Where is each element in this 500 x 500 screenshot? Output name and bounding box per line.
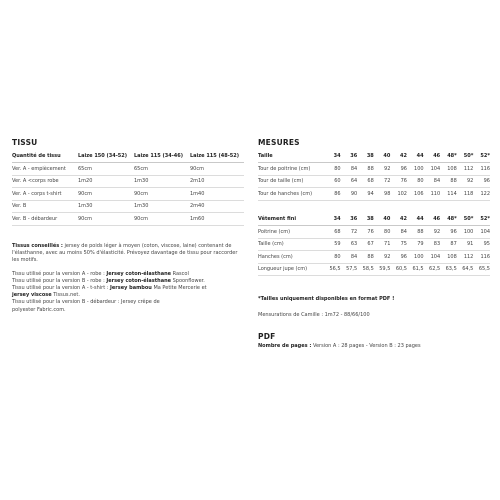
vetement-fini-cell: 80 [374, 226, 391, 239]
mesures-cell: 90 [341, 188, 358, 201]
vetement-fini-cell: 79 [407, 238, 424, 251]
vetement-fini-cell: 112 [457, 251, 474, 264]
vetement-fini-cell: 96 [390, 251, 407, 264]
mesures-cell: 96 [473, 175, 490, 188]
mesures-cell: 86 [324, 188, 341, 201]
vetement-fini-header: Vêtement fini [258, 213, 324, 226]
mesures-cell: 68 [357, 175, 374, 188]
vetement-fini-cell: 76 [357, 226, 374, 239]
vetement-fini-header: 36 [341, 213, 358, 226]
vetement-fini-cell: 104 [473, 226, 490, 239]
tissu-row [12, 163, 244, 176]
vetement-fini-cell: 80 [324, 251, 341, 264]
vetement-fini-cell: 71 [374, 238, 391, 251]
mesures-header: Taille [258, 150, 324, 163]
tissu-line-bold: Jersey coton-élasthane [106, 270, 172, 277]
tissu-cell: 1m30 [134, 200, 190, 213]
vetement-fini-cell: 84 [390, 226, 407, 239]
mesures-cell: 116 [473, 163, 490, 176]
tissu-cell: 1m30 [78, 200, 134, 213]
vetement-fini-header: 38 [357, 213, 374, 226]
tissu-cell: 90cm [134, 188, 190, 201]
vetement-fini-cell: 67 [357, 238, 374, 251]
mesures-row [258, 175, 490, 188]
mesures-table [258, 150, 490, 201]
pdf-pages-label: Nombre de pages : [258, 343, 312, 349]
vetement-fini-header: 50* [457, 213, 474, 226]
mesures-cell: 104 [424, 163, 441, 176]
tissu-cell: 1m40 [190, 188, 244, 201]
mesures-row [258, 163, 490, 176]
tissu-header: Quantité de tissu [12, 150, 78, 163]
mesures-cell: 72 [374, 175, 391, 188]
mesures-cell: 76 [390, 175, 407, 188]
vetement-fini-cell: 65,5 [473, 263, 490, 276]
tissu-table [12, 150, 244, 226]
vetement-fini-row [258, 263, 490, 276]
mesures-cell: 88 [357, 163, 374, 176]
mesures-header: 48* [440, 150, 457, 163]
vetement-fini-cell: 75 [390, 238, 407, 251]
tissu-cell: Ver. A - empiècement [12, 163, 78, 176]
vetement-fini-header: 52* [473, 213, 490, 226]
vetement-fini-cell: 104 [424, 251, 441, 264]
mesures-cell: 84 [424, 175, 441, 188]
mesures-cell: 102 [390, 188, 407, 201]
tissu-cell: 90cm [78, 213, 134, 226]
mesures-cell: 108 [440, 163, 457, 176]
vetement-fini-cell: Hanches (cm) [258, 251, 324, 264]
mensurations-camille: Mensurations de Camille : 1m72 - 88/66/100 [258, 312, 370, 318]
tissu-cell: 90cm [134, 213, 190, 226]
tissu-row [12, 175, 244, 188]
vetement-fini-cell: 64,5 [457, 263, 474, 276]
vetement-fini-cell: Taille (cm) [258, 238, 324, 251]
mesures-header: 46 [424, 150, 441, 163]
mesures-header: 42 [390, 150, 407, 163]
vetement-fini-cell: 92 [424, 226, 441, 239]
tissu-header: Laize 115 (48-52) [190, 150, 244, 163]
mesures-header: 40 [374, 150, 391, 163]
mesures-cell: Tour de hanches (cm) [258, 188, 324, 201]
tissu-cell: 1m30 [134, 175, 190, 188]
vetement-fini-header: 40 [374, 213, 391, 226]
mesures-header: 36 [341, 150, 358, 163]
vetement-fini-table [258, 213, 490, 276]
mesures-cell: 60 [324, 175, 341, 188]
tissu-line [12, 271, 244, 278]
tissu-line [12, 278, 244, 285]
vetement-fini-cell: 116 [473, 251, 490, 264]
vetement-fini-cell: 91 [457, 238, 474, 251]
tissu-line [12, 285, 244, 292]
vetement-fini-cell: 84 [341, 251, 358, 264]
pdf-pages [258, 343, 490, 350]
tissu-cell: Ver. B - débardeur [12, 213, 78, 226]
tissu-notes [12, 243, 244, 314]
vetement-fini-cell: 61,5 [407, 263, 424, 276]
vetement-fini-row [258, 238, 490, 251]
mesures-cell: 112 [457, 163, 474, 176]
tissu-cell: 65cm [78, 163, 134, 176]
vetement-fini-cell: 92 [374, 251, 391, 264]
tissu-line-text: polyester Fabric.com. [12, 306, 66, 313]
mesures-cell: Tour de taille (cm) [258, 175, 324, 188]
vetement-fini-header: 42 [390, 213, 407, 226]
tissu-header: Laize 150 (34-52) [78, 150, 134, 163]
tissu-line-text: Spoonflower. [171, 277, 205, 284]
tissu-cell: 90cm [78, 188, 134, 201]
tissu-table-header [12, 150, 244, 163]
tissu-line-text: Tissus.net. [51, 292, 80, 299]
mesures-cell: 118 [457, 188, 474, 201]
tissu-line-bold: Jersey bambou [110, 285, 152, 292]
tissu-line [12, 299, 244, 306]
vetement-fini-cell: 96 [440, 226, 457, 239]
tissu-cell: Ver. B [12, 200, 78, 213]
mesures-cell: 80 [407, 175, 424, 188]
mesures-header: 50* [457, 150, 474, 163]
vetement-fini-header: 34 [324, 213, 341, 226]
tissu-line-text: Tissu utilisé pour la version A - t-shirt : [12, 285, 111, 292]
vetement-fini-cell: 68 [324, 226, 341, 239]
vetement-fini-cell: 63 [341, 238, 358, 251]
tissu-conseilles [12, 243, 244, 265]
tissu-row [12, 188, 244, 201]
vetement-fini-header: 48* [440, 213, 457, 226]
vetement-fini-cell: 57,5 [341, 263, 358, 276]
tissu-cell: 2m10 [190, 175, 244, 188]
mesures-cell: 122 [473, 188, 490, 201]
vetement-fini-cell: Longueur jupe (cm) [258, 263, 324, 276]
tissu-title: TISSU [12, 138, 38, 147]
vetement-fini-cell: 59,5 [374, 263, 391, 276]
tissu-cell: 1m20 [78, 175, 134, 188]
mesures-cell: 114 [440, 188, 457, 201]
mesures-cell: 92 [457, 175, 474, 188]
vetement-fini-cell: 100 [407, 251, 424, 264]
mesures-header: 52* [473, 150, 490, 163]
mesures-title: MESURES [258, 138, 300, 147]
tissu-line [12, 307, 244, 314]
vetement-fini-header [258, 213, 490, 226]
tissu-cell: 2m40 [190, 200, 244, 213]
tissu-line-text: Tissu utilisé pour la version B - débardeur : Jersey crêpe de [12, 299, 160, 306]
mesures-cell: 100 [407, 163, 424, 176]
vetement-fini-cell: 83 [424, 238, 441, 251]
vetement-fini-cell: 100 [457, 226, 474, 239]
mesures-cell: 96 [390, 163, 407, 176]
tissu-line-text: Rascol [171, 270, 189, 277]
tissu-header: Laize 115 (34-46) [134, 150, 190, 163]
vetement-fini-cell: 60,5 [390, 263, 407, 276]
vetement-fini-cell: 56,5 [324, 263, 341, 276]
vetement-fini-cell: 59 [324, 238, 341, 251]
mesures-header: 34 [324, 150, 341, 163]
mesures-header: 44 [407, 150, 424, 163]
vetement-fini-cell: 62,5 [424, 263, 441, 276]
mesures-cell: 98 [374, 188, 391, 201]
vetement-fini-header: 46 [424, 213, 441, 226]
tissu-cell: Ver. A <corps robe [12, 175, 78, 188]
mesures-cell: 92 [374, 163, 391, 176]
mesures-cell: 110 [424, 188, 441, 201]
mesures-cell: 94 [357, 188, 374, 201]
tissu-row [12, 213, 244, 226]
tissu-cell: 1m60 [190, 213, 244, 226]
vetement-fini-cell: 63,5 [440, 263, 457, 276]
tissu-cell: 65cm [134, 163, 190, 176]
vetement-fini-cell: 88 [407, 226, 424, 239]
pdf-pages-text: Version A : 28 pages - Version B : 23 pages [312, 343, 421, 349]
vetement-fini-row [258, 226, 490, 239]
vetement-fini-cell: 88 [357, 251, 374, 264]
tissu-row [12, 200, 244, 213]
mesures-cell: 80 [324, 163, 341, 176]
tissu-line-text: Tissu utilisé pour la version B - robe : [12, 277, 107, 284]
tissu-cell: Ver. A - corps t-shirt [12, 188, 78, 201]
vetement-fini-cell: 95 [473, 238, 490, 251]
tissu-line-bold: Jersey coton-élasthane [106, 277, 172, 284]
mesures-row [258, 188, 490, 201]
vetement-fini-row [258, 251, 490, 264]
tissu-line-bold: jersey viscose [12, 292, 52, 299]
mesures-cell: 106 [407, 188, 424, 201]
tissu-cell: 90cm [190, 163, 244, 176]
vetement-fini-cell: Poitrine (cm) [258, 226, 324, 239]
vetement-fini-cell: 108 [440, 251, 457, 264]
tissu-conseilles-label: Tissus conseillés : [12, 243, 63, 249]
mesures-table-header [258, 150, 490, 163]
mesures-cell: 84 [341, 163, 358, 176]
pdf-title: PDF [258, 332, 276, 341]
mesures-cell: Tour de poitrine (cm) [258, 163, 324, 176]
vetement-fini-cell: 87 [440, 238, 457, 251]
mesures-cell: 64 [341, 175, 358, 188]
mesures-cell: 88 [440, 175, 457, 188]
vetement-fini-cell: 72 [341, 226, 358, 239]
tissu-line-text: Tissu utilisé pour la version A - robe : [12, 270, 107, 277]
mesures-header: 38 [357, 150, 374, 163]
tissu-conseilles-text: jersey de poids léger à moyen (coton, viscose, laine) contenant de l'élasthanne, avec au moins 50% d'élasticité. Prévoyez davantage de tissu pour raccorder les motifs. [12, 243, 238, 264]
tissu-line-text: Ma Petite Mercerie et [151, 285, 207, 292]
vetement-fini-header: 44 [407, 213, 424, 226]
tailles-note: *Tailles uniquement disponibles en format PDF ! [258, 296, 395, 302]
vetement-fini-cell: 58,5 [357, 263, 374, 276]
